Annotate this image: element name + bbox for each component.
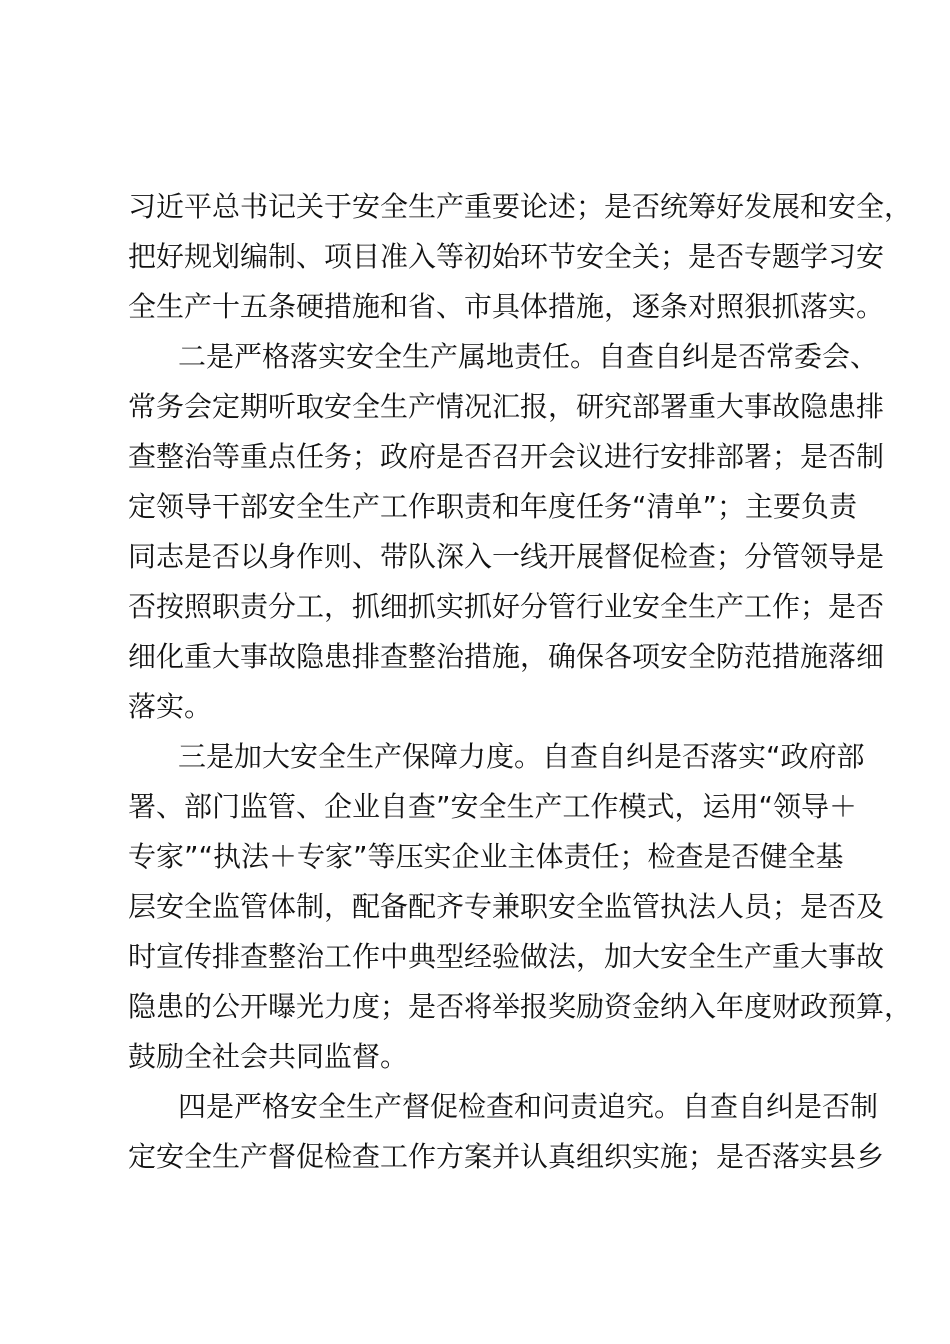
text-line-2: 把好规划编制、项目准入等初始环节安全关；是否专题学习安 xyxy=(128,240,885,273)
text-line-9: 否按照职责分工，抓细抓实抓好分管行业安全生产工作；是否 xyxy=(128,590,885,623)
text-line-20: 定安全生产督促检查工作方案并认真组织实施；是否落实县乡 xyxy=(128,1140,885,1173)
paragraph-2-start: 二是严格落实安全生产属地责任。自查自纠是否常委会、 xyxy=(178,340,879,373)
text-line-6: 查整治等重点任务；政府是否召开会议进行安排部署；是否制 xyxy=(128,440,885,473)
text-line-13: 署、部门监管、企业自查”安全生产工作模式，运用“领导＋ xyxy=(128,790,858,823)
text-line-10: 细化重大事故隐患排查整治措施，确保各项安全防范措施落细 xyxy=(128,640,885,673)
text-line-18: 鼓励全社会共同监督。 xyxy=(128,1040,409,1073)
text-line-14: 专家”“执法＋专家”等压实企业主体责任；检查是否健全基 xyxy=(128,840,844,873)
text-line-5: 常务会定期听取安全生产情况汇报，研究部署重大事故隐患排 xyxy=(128,390,885,423)
text-line-16: 时宣传排查整治工作中典型经验做法，加大安全生产重大事故 xyxy=(128,940,885,973)
paragraph-4-start: 四是严格安全生产督促检查和问责追究。自查自纠是否制 xyxy=(178,1090,879,1123)
text-line-1: 习近平总书记关于安全生产重要论述；是否统筹好发展和安全， xyxy=(128,190,913,223)
text-line-7: 定领导干部安全生产工作职责和年度任务“清单”；主要负责 xyxy=(128,490,858,523)
text-line-8: 同志是否以身作则、带队深入一线开展督促检查；分管领导是 xyxy=(128,540,885,573)
text-line-15: 层安全监管体制，配备配齐专兼职安全监管执法人员；是否及 xyxy=(128,890,885,923)
body-text xyxy=(128,182,913,1182)
text-line-3: 全生产十五条硬措施和省、市具体措施，逐条对照狠抓落实。 xyxy=(128,290,885,323)
text-line-11: 落实。 xyxy=(128,690,213,723)
text-line-17: 隐患的公开曝光力度；是否将举报奖励资金纳入年度财政预算， xyxy=(128,990,913,1023)
paragraph-3-start: 三是加大安全生产保障力度。自查自纠是否落实“政府部 xyxy=(178,740,865,773)
